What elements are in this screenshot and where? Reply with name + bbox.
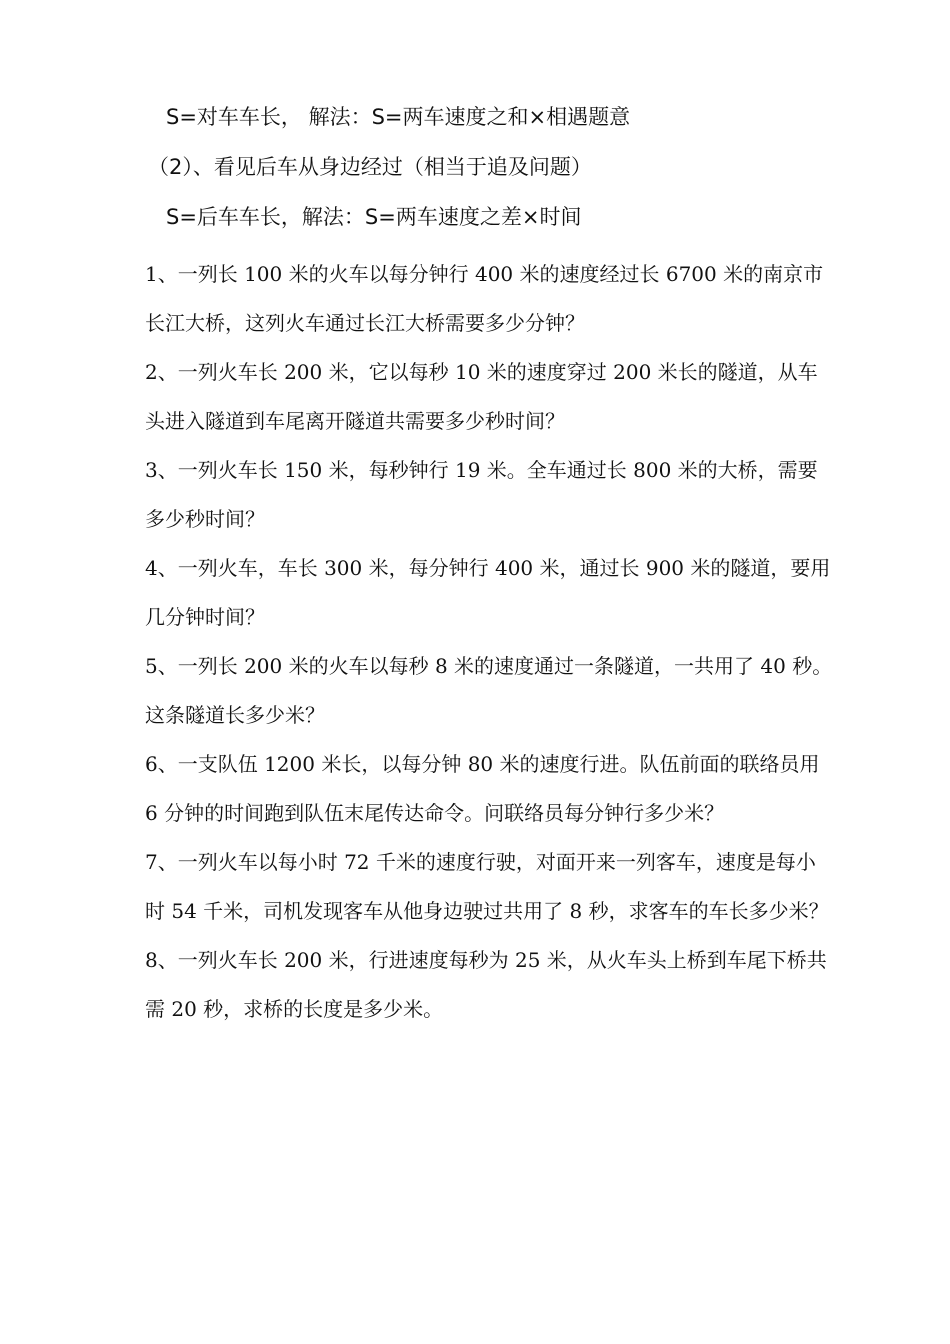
problem-3: 3、一列火车长 150 米，每秒钟行 19 米。全车通过长 800 米的大桥，需要多少秒时间？ [145,458,818,531]
formula-overtaking-line: S=后车车长，解法：S=两车速度之差×时间 [166,205,582,229]
problem-6: 6、一支队伍 1200 米长，以每分钟 80 米的速度行进。队伍前面的联络员用 6 分钟的时间跑到队伍末尾传达命令。问联络员每分钟行多少米？ [145,752,820,825]
overtaking-heading: （2）、看见后车从身边经过（相当于追及问题） [148,155,592,179]
problem-8: 8、一列火车长 200 米，行进速度每秒为 25 米，从火车头上桥到车尾下桥共需 20 秒，求桥的长度是多少米。 [145,948,827,1021]
problem-4: 4、一列火车，车长 300 米，每分钟行 400 米，通过长 900 米的隧道，要用几分钟时间？ [145,556,831,629]
problem-2: 2、一列火车长 200 米，它以每秒 10 米的速度穿过 200 米长的隧道，从车头进入隧道到车尾离开隧道共需要多少秒时间？ [145,360,818,433]
problem-list [145,250,835,1034]
problem-7: 7、一列火车以每小时 72 千米的速度行驶，对面开来一列客车，速度是每小时 54 千米，司机发现客车从他身边驶过共用了 8 秒，求客车的车长多少米？ [145,850,829,923]
problem-1: 1、一列长 100 米的火车以每分钟行 400 米的速度经过长 6700 米的南京市长江大桥，这列火车通过长江大桥需要多少分钟？ [145,262,824,335]
formula-meeting-line: S=对车车长， 解法：S=两车速度之和×相遇题意 [166,105,631,129]
problem-5: 5、一列长 200 米的火车以每秒 8 米的速度通过一条隧道，一共用了 40 秒。这条隧道长多少米？ [145,654,833,727]
